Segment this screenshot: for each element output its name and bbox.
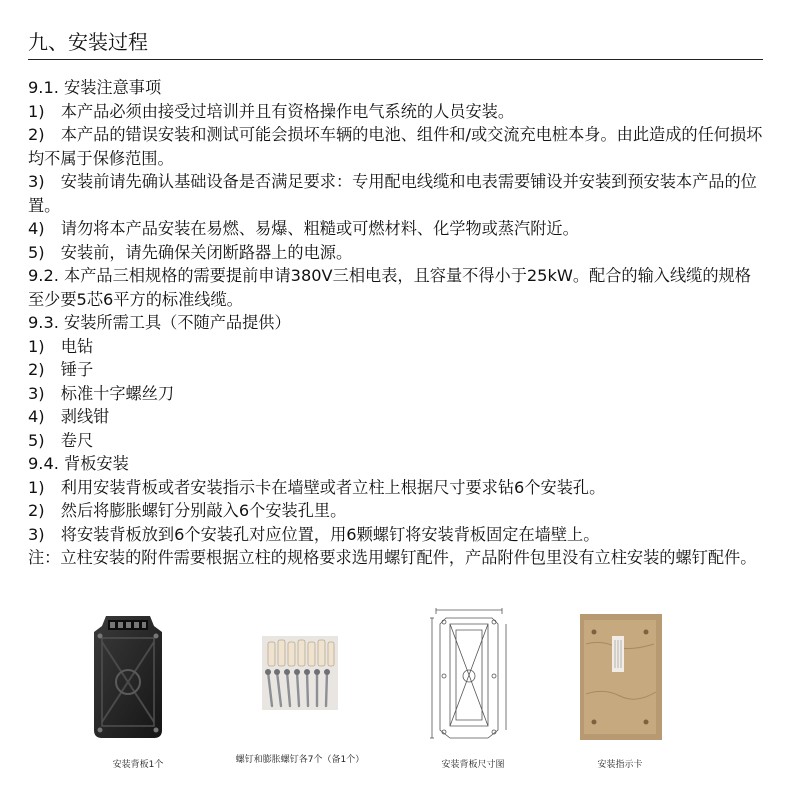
list-item: 1) 电钻	[28, 336, 94, 356]
list-item: 4) 剥线钳	[28, 407, 110, 426]
figure-caption: 螺钉和膨胀螺钉各7个（备1个）	[235, 755, 365, 765]
list-item: 3) 安装前请先确认基础设备是否满足要求：专用配电线缆和电表需要铺设并安装到预安装本产品的位置。	[28, 172, 757, 215]
dimension-drawing-icon	[428, 606, 510, 746]
section-heading: 九、安装过程	[28, 30, 763, 60]
subsection-title: 9.2. 本产品三相规格的需要提前申请380V三相电表，且容量不得小于25kW。配合的输入线缆的规格至少要5芯6平方的标准线缆。	[28, 266, 751, 309]
screws-photo-icon	[262, 636, 338, 710]
back-plate-photo-icon	[88, 612, 168, 742]
subsection-title: 9.1. 安装注意事项	[28, 78, 162, 97]
body-text	[28, 76, 763, 570]
accessory-figures	[0, 600, 790, 790]
list-item: 4) 请勿将本产品安装在易燃、易爆、粗糙或可燃材料、化学物或蒸汽附近。	[28, 219, 579, 238]
figure-caption: 安装指示卡	[597, 760, 643, 770]
figure-caption: 安装背板1个	[112, 760, 164, 770]
list-item: 1) 利用安装背板或者安装指示卡在墙壁或者立柱上根据尺寸要求钻6个安装孔。	[28, 477, 606, 497]
figure-caption: 安装背板尺寸图	[441, 760, 505, 770]
list-item: 2) 锤子	[28, 360, 94, 379]
list-item: 2) 本产品的错误安装和测试可能会损坏车辆的电池、组件和/或交流充电桩本身。由此造成的任何损坏均不属于保修范围。	[28, 125, 763, 168]
list-item: 3) 将安装背板放到6个安装孔对应位置，用6颗螺钉将安装背板固定在墙壁上。	[28, 524, 600, 544]
instruction-card-photo-icon	[580, 614, 662, 740]
list-item: 5) 安装前，请先确保关闭断路器上的电源。	[28, 242, 353, 262]
note: 注：立柱安装的附件需要根据立柱的规格要求选用螺钉配件，产品附件包里没有立柱安装的螺钉配件。	[28, 548, 757, 567]
list-item: 1) 本产品必须由接受过培训并且有资格操作电气系统的人员安装。	[28, 101, 515, 121]
list-item: 2) 然后将膨胀螺钉分别敲入6个安装孔里。	[28, 501, 347, 520]
list-item: 3) 标准十字螺丝刀	[28, 383, 175, 403]
subsection-title: 9.3. 安装所需工具（不随产品提供）	[28, 313, 291, 332]
list-item: 5) 卷尺	[28, 430, 94, 450]
subsection-title: 9.4. 背板安装	[28, 454, 129, 473]
